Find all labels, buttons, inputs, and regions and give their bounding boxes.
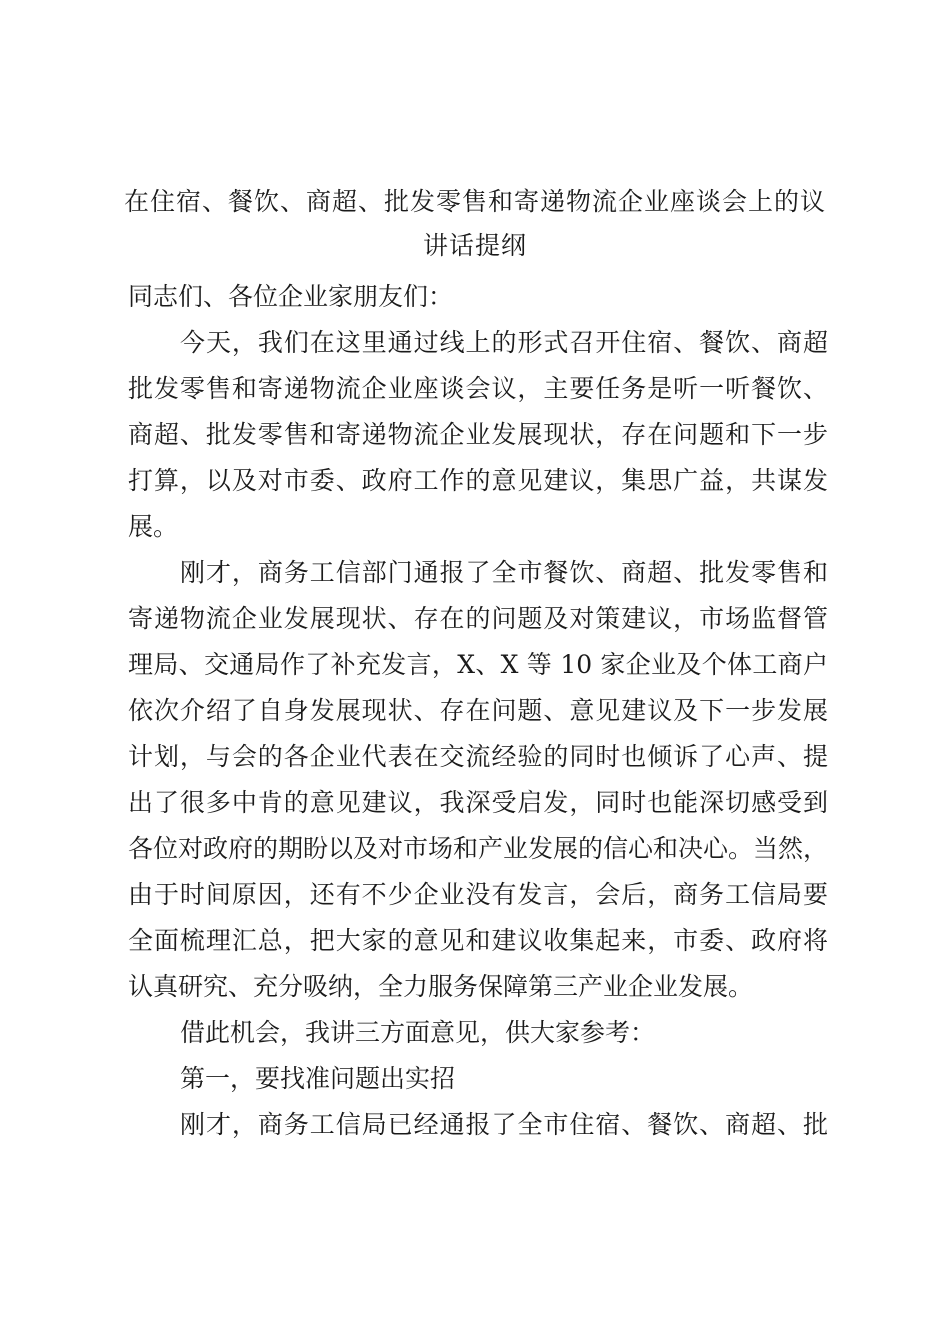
body-line: 由于时间原因，还有不少企业没有发言，会后，商务工信局要 bbox=[128, 880, 828, 909]
body-line: 刚才，商务工信局已经通报了全市住宿、餐饮、商超、批 bbox=[180, 1110, 828, 1139]
body-line: 今天，我们在这里通过线上的形式召开住宿、餐饮、商超 bbox=[180, 328, 828, 357]
body-line: 出了很多中肯的意见建议，我深受启发，同时也能深切感受到 bbox=[128, 788, 828, 817]
body-line: 借此机会，我讲三方面意见，供大家参考： bbox=[180, 1018, 656, 1047]
body-line: 依次介绍了自身发展现状、存在问题、意见建议及下一步发展 bbox=[128, 696, 828, 725]
body-line: 展。 bbox=[128, 512, 179, 541]
document-title-line-1: 在住宿、餐饮、商超、批发零售和寄递物流企业座谈会上的议 bbox=[123, 187, 826, 216]
body-line: 全面梳理汇总，把大家的意见和建议收集起来，市委、政府将 bbox=[128, 926, 828, 955]
salutation: 同志们、各位企业家朋友们： bbox=[128, 282, 454, 311]
section-heading: 第一，要找准问题出实招 bbox=[180, 1064, 456, 1093]
body-line: 各位对政府的期盼以及对市场和产业发展的信心和决心。当然， bbox=[128, 834, 829, 863]
body-line: 认真研究、充分吸纳，全力服务保障第三产业企业发展。 bbox=[128, 972, 754, 1001]
body-line: 计划，与会的各企业代表在交流经验的同时也倾诉了心声、提 bbox=[128, 742, 828, 771]
body-line: 刚才，商务工信部门通报了全市餐饮、商超、批发零售和 bbox=[180, 558, 828, 587]
body-line: 理局、交通局作了补充发言，X、X 等 10 家企业及个体工商户 bbox=[128, 650, 828, 679]
body-line: 寄递物流企业发展现状、存在的问题及对策建议，市场监督管 bbox=[128, 604, 828, 633]
body-line: 打算，以及对市委、政府工作的意见建议，集思广益，共谋发 bbox=[128, 466, 828, 495]
body-line: 商超、批发零售和寄递物流企业发展现状，存在问题和下一步 bbox=[128, 420, 828, 449]
body-line: 批发零售和寄递物流企业座谈会议，主要任务是听一听餐饮、 bbox=[128, 374, 828, 403]
document-title-line-2: 讲话提纲 bbox=[422, 231, 527, 260]
